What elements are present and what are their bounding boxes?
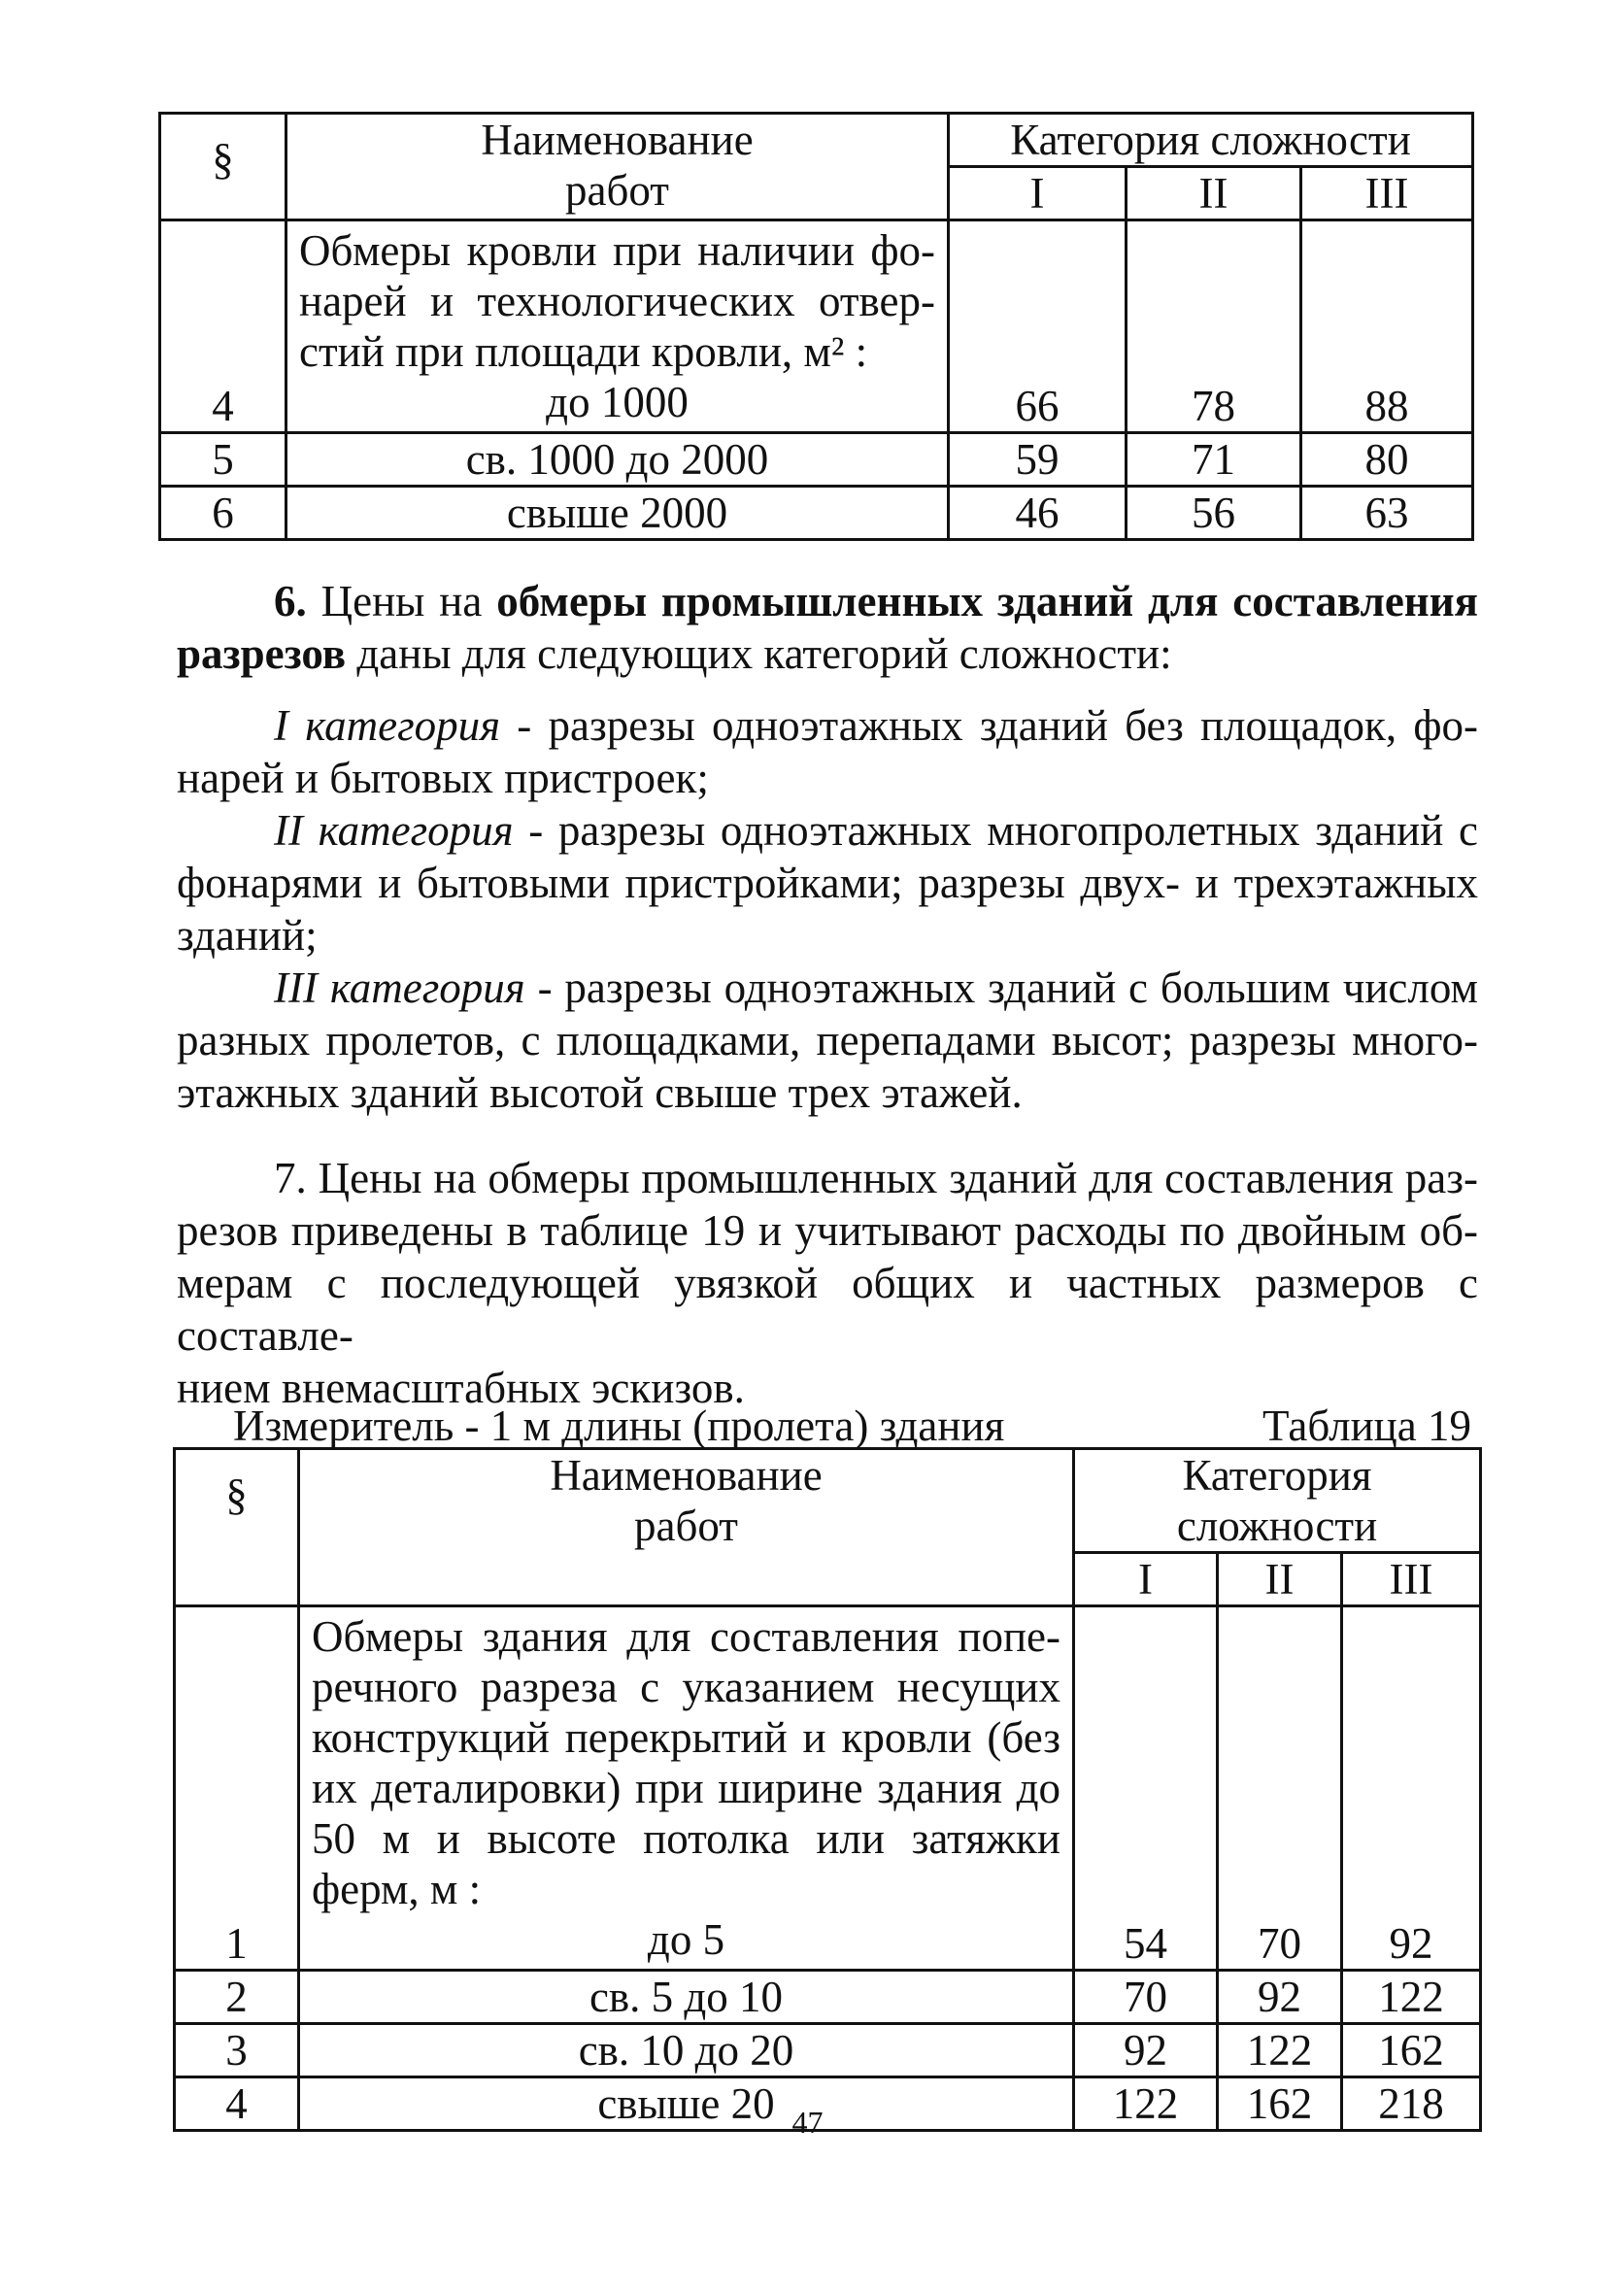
table-row bbox=[160, 487, 1473, 540]
header-category: Категория сложности bbox=[1074, 1449, 1481, 1553]
category-item-3: III категория - разрезы одноэтажных зданий с большим числом разных пролетов, с площадками, перепадами высот; разрезы много- этажных зданий высотой свыше трех этажей. bbox=[177, 963, 1478, 1117]
header-work-name: Наименование работ bbox=[299, 1449, 1074, 1606]
table-number-caption: Таблица 19 bbox=[1262, 1401, 1471, 1450]
row-value-cat1: 70 bbox=[1074, 1971, 1218, 2024]
row-value-cat3: 218 bbox=[1342, 2077, 1481, 2131]
header-cat-1: I bbox=[949, 167, 1127, 220]
row-value-cat2: 70 bbox=[1218, 1606, 1342, 1971]
table-works-roof bbox=[158, 112, 1474, 541]
row-value-cat2: 92 bbox=[1218, 1971, 1342, 2024]
row-value-cat2: 162 bbox=[1218, 2077, 1342, 2131]
table-measure-caption: Измеритель - 1 м длины (пролета) здания bbox=[233, 1401, 1005, 1450]
row-name: свыше 2000 bbox=[286, 487, 949, 540]
table-19 bbox=[173, 1447, 1482, 2132]
row-description: Обмеры кровли при наличии фо- нарей и технологических отвер- стий при площади кровли, м² : до 1000 bbox=[286, 220, 949, 433]
row-section: 6 bbox=[160, 487, 286, 540]
row-value-cat3: 122 bbox=[1342, 1971, 1481, 2024]
row-name: св. 10 до 20 bbox=[299, 2024, 1074, 2077]
row-description: Обмеры здания для составления попе- речного разреза с указанием несущих конструкций перекрытий и кровли (без их деталировки) при ширине здания до 50 м и высоте потолка или затяжки ферм, м : до 5 bbox=[299, 1606, 1074, 1971]
row-value-cat1: 122 bbox=[1074, 2077, 1218, 2131]
row-value-cat1: 66 bbox=[949, 220, 1127, 433]
header-cat-3: III bbox=[1301, 167, 1473, 220]
header-section: § bbox=[175, 1449, 299, 1606]
row-name: св. 5 до 10 bbox=[299, 1971, 1074, 2024]
row-section: 1 bbox=[175, 1606, 299, 1971]
row-value-cat3: 63 bbox=[1301, 487, 1473, 540]
row-section: 5 bbox=[160, 433, 286, 487]
header-work-name: Наименование работ bbox=[286, 114, 949, 220]
row-value-cat1: 59 bbox=[949, 433, 1127, 487]
category-item-1: I категория - разрезы одноэтажных зданий без площадок, фо- нарей и бытовых пристроек; bbox=[177, 701, 1478, 802]
category-item-2: II категория - разрезы одноэтажных многопролетных зданий с фонарями и бытовыми пристройками; разрезы двух- и трехэтажных зданий; bbox=[177, 806, 1478, 960]
row-value-cat2: 122 bbox=[1218, 2024, 1342, 2077]
table-row bbox=[175, 1606, 1481, 1971]
header-category: Категория сложности bbox=[949, 114, 1473, 167]
row-value-cat3: 80 bbox=[1301, 433, 1473, 487]
row-name: свыше 20 bbox=[299, 2077, 1074, 2131]
row-value-cat2: 78 bbox=[1127, 220, 1301, 433]
paragraph-7: 7. Цены на обмеры промышленных зданий для составления раз- резов приведены в таблице 19 и учитывают расходы по двойным об- мерам с последующей увязкой общих и частных размеров с составле- нием внемасштабных эскизов. bbox=[177, 1154, 1478, 1412]
header-cat-1: I bbox=[1074, 1553, 1218, 1606]
header-cat-3: III bbox=[1342, 1553, 1481, 1606]
header-section: § bbox=[160, 114, 286, 220]
table-row bbox=[160, 220, 1473, 433]
header-cat-2: II bbox=[1218, 1553, 1342, 1606]
row-value-cat2: 71 bbox=[1127, 433, 1301, 487]
table-row bbox=[160, 433, 1473, 487]
row-value-cat1: 46 bbox=[949, 487, 1127, 540]
table-row bbox=[175, 2024, 1481, 2077]
row-value-cat3: 88 bbox=[1301, 220, 1473, 433]
header-cat-2: II bbox=[1127, 167, 1301, 220]
row-section: 4 bbox=[175, 2077, 299, 2131]
row-name: св. 1000 до 2000 bbox=[286, 433, 949, 487]
row-section: 2 bbox=[175, 1971, 299, 2024]
page-number: 47 bbox=[791, 2105, 824, 2140]
row-section: 3 bbox=[175, 2024, 299, 2077]
row-value-cat3: 92 bbox=[1342, 1606, 1481, 1971]
row-value-cat2: 56 bbox=[1127, 487, 1301, 540]
paragraph-6: 6. Цены на обмеры промышленных зданий для составления разрезов даны для следующих категорий сложности: bbox=[177, 577, 1479, 678]
category-list bbox=[177, 699, 1478, 1119]
row-value-cat1: 54 bbox=[1074, 1606, 1218, 1971]
row-section: 4 bbox=[160, 220, 286, 433]
row-value-cat3: 162 bbox=[1342, 2024, 1481, 2077]
row-value-cat1: 92 bbox=[1074, 2024, 1218, 2077]
table-row bbox=[175, 1971, 1481, 2024]
